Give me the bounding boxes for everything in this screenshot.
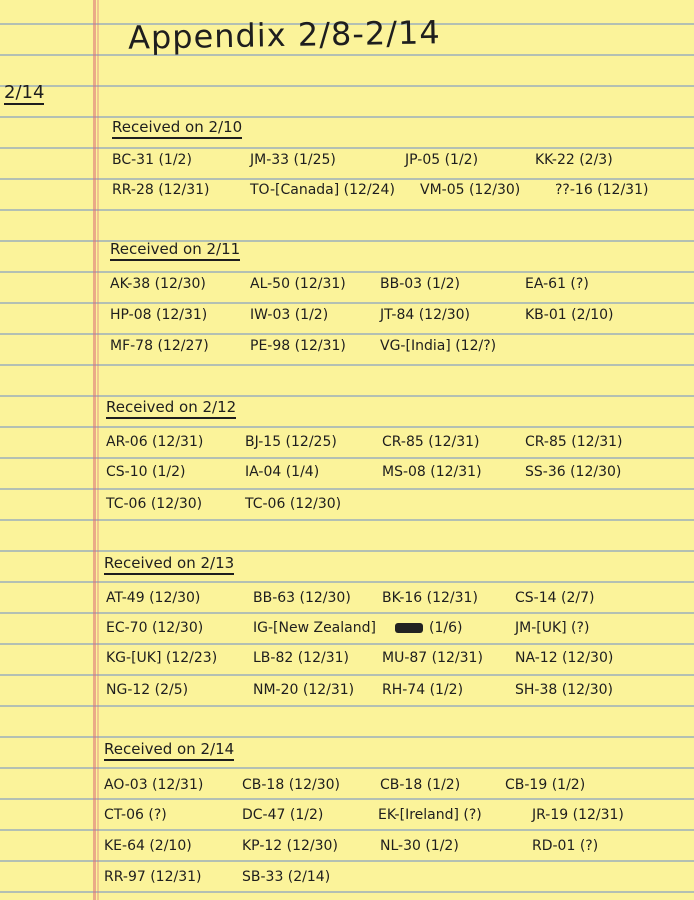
- entry-row: [0, 464, 694, 490]
- section-heading: Received on 2/14: [104, 740, 234, 761]
- entry: NL-30 (1/2): [380, 838, 459, 854]
- entry: IW-03 (1/2): [250, 307, 329, 323]
- entry: CS-14 (2/7): [515, 590, 595, 606]
- entry: AT-49 (12/30): [106, 590, 201, 606]
- entry: AL-50 (12/31): [250, 276, 346, 292]
- entry: LB-82 (12/31): [253, 650, 349, 666]
- entry-row: [0, 620, 694, 646]
- entry-row: [0, 182, 694, 208]
- section-heading: Received on 2/12: [106, 398, 236, 419]
- entry: SH-38 (12/30): [515, 682, 613, 698]
- entry-row: [0, 338, 694, 364]
- entry: MU-87 (12/31): [382, 650, 483, 666]
- entry: NM-20 (12/31): [253, 682, 355, 698]
- entry: CB-18 (12/30): [242, 777, 340, 793]
- date-tag: 2/14: [4, 82, 45, 103]
- entry: MF-78 (12/27): [110, 338, 209, 354]
- entry: KK-22 (2/3): [535, 152, 613, 168]
- entry: MS-08 (12/31): [382, 464, 482, 480]
- entry: NA-12 (12/30): [515, 650, 614, 666]
- entry: RR-97 (12/31): [104, 869, 202, 885]
- entry: ??-16 (12/31): [555, 182, 649, 198]
- entry-row: [0, 807, 694, 833]
- entry: KE-64 (2/10): [104, 838, 192, 854]
- entry-row: [0, 590, 694, 616]
- entry: EK-[Ireland] (?): [378, 807, 482, 823]
- entry: KG-[UK] (12/23): [106, 650, 218, 666]
- entry: EA-61 (?): [525, 276, 589, 292]
- scribble-mark: [395, 623, 423, 633]
- entry: SB-33 (2/14): [242, 869, 331, 885]
- entry: IA-04 (1/4): [245, 464, 320, 480]
- entry: VG-[India] (12/?): [380, 338, 497, 354]
- entry: JM-[UK] (?): [515, 620, 590, 636]
- page-title: Appendix 2/8-2/14: [127, 13, 442, 57]
- entry: AR-06 (12/31): [106, 434, 204, 450]
- entry-date: (1/6): [429, 620, 463, 636]
- entry: CR-85 (12/31): [382, 434, 480, 450]
- entry: NG-12 (2/5): [106, 682, 189, 698]
- entry-row: [0, 307, 694, 333]
- section-heading: Received on 2/10: [112, 118, 242, 139]
- entry: JM-33 (1/25): [250, 152, 336, 168]
- entry: SS-36 (12/30): [525, 464, 622, 480]
- entry: TC-06 (12/30): [245, 496, 342, 512]
- entry: CS-10 (1/2): [106, 464, 186, 480]
- entry-row: [0, 434, 694, 460]
- entry: CB-19 (1/2): [505, 777, 586, 793]
- entry: JT-84 (12/30): [380, 307, 470, 323]
- entry: VM-05 (12/30): [420, 182, 521, 198]
- entry: PE-98 (12/31): [250, 338, 346, 354]
- entry: RD-01 (?): [532, 838, 599, 854]
- entry: TO-[Canada] (12/24): [250, 182, 395, 198]
- entry: BJ-15 (12/25): [245, 434, 337, 450]
- entry: BB-03 (1/2): [380, 276, 460, 292]
- entry-row: [0, 777, 694, 803]
- entry-row: [0, 276, 694, 302]
- entry: CT-06 (?): [104, 807, 167, 823]
- entry-row: [0, 838, 694, 864]
- scribbled-entry: [395, 620, 462, 636]
- entry: DC-47 (1/2): [242, 807, 324, 823]
- entry: RH-74 (1/2): [382, 682, 464, 698]
- entry: CR-85 (12/31): [525, 434, 623, 450]
- entry: IG-[New Zealand]: [253, 620, 376, 636]
- entry: BK-16 (12/31): [382, 590, 478, 606]
- entry-row: [0, 869, 694, 895]
- entry-row: [0, 682, 694, 708]
- entry: EC-70 (12/30): [106, 620, 204, 636]
- entry: JR-19 (12/31): [532, 807, 624, 823]
- section-heading: Received on 2/11: [110, 240, 240, 261]
- entry: BB-63 (12/30): [253, 590, 351, 606]
- entry: AK-38 (12/30): [110, 276, 206, 292]
- entry: JP-05 (1/2): [405, 152, 479, 168]
- entry: BC-31 (1/2): [112, 152, 192, 168]
- entry: AO-03 (12/31): [104, 777, 204, 793]
- entry-row: [0, 152, 694, 178]
- entry-row: [0, 496, 694, 522]
- entry: HP-08 (12/31): [110, 307, 208, 323]
- entry: RR-28 (12/31): [112, 182, 210, 198]
- entry: KB-01 (2/10): [525, 307, 614, 323]
- entry: TC-06 (12/30): [106, 496, 203, 512]
- section-heading: Received on 2/13: [104, 554, 234, 575]
- entry: KP-12 (12/30): [242, 838, 338, 854]
- entry-row: [0, 650, 694, 676]
- entry: CB-18 (1/2): [380, 777, 461, 793]
